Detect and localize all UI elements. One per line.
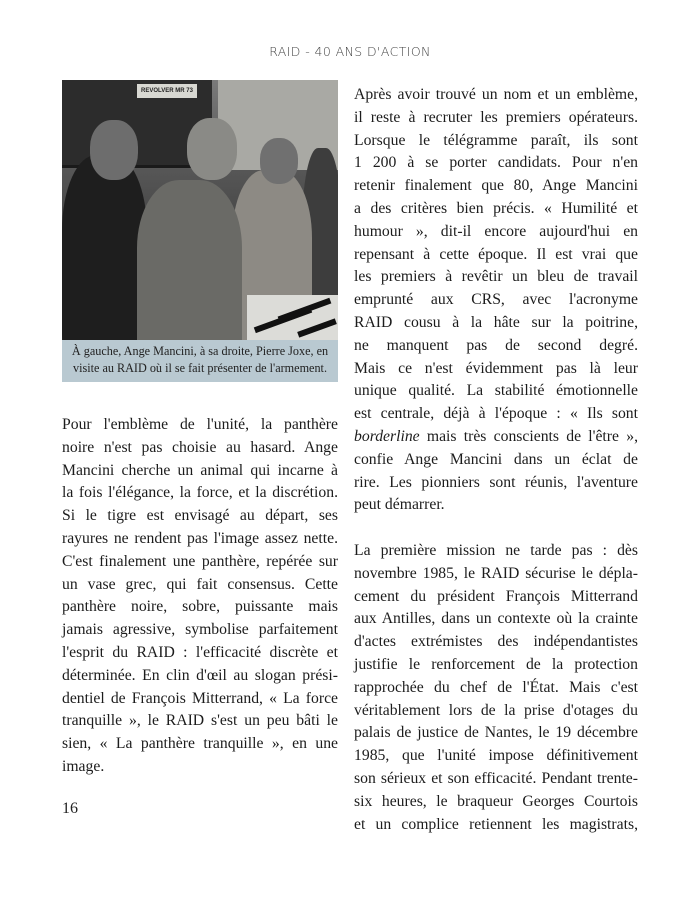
photo-person-head xyxy=(260,138,298,184)
text-line: jamais agressive, symbolise parfaitement xyxy=(62,621,338,639)
text-line: l'esprit du RAID : l'efficacité discrète et xyxy=(62,643,338,661)
photo-person xyxy=(62,155,147,340)
paragraph-first-mission xyxy=(354,540,638,836)
text-line: peut démarrer. xyxy=(354,496,445,514)
photo-person-head xyxy=(187,118,237,180)
text-line: six heures, le braqueur Georges Courtois xyxy=(354,792,638,810)
text-line: rayures ne rendent pas l'image assez nette. xyxy=(62,529,338,547)
photo-weapon xyxy=(278,298,332,322)
figure xyxy=(62,80,338,382)
left-column xyxy=(62,414,338,779)
text-line: novembre 1985, le RAID sécurise le dépla- xyxy=(354,564,638,582)
text-line: aux Antilles, dans un contexte où la crainte xyxy=(354,610,638,628)
text-line: La première mission ne tarde pas : dès xyxy=(354,541,638,559)
text-fragment: mais très conscients de l'être », xyxy=(419,427,638,445)
text-line: RAID cousu à la hâte sur la poitrine, xyxy=(354,313,638,331)
text-line: d'actes extrémistes des indépendantistes xyxy=(354,633,638,651)
text-line: justifie le renforcement de la protection xyxy=(354,655,638,673)
text-line: C'est finalement une panthère, repérée sur xyxy=(62,552,338,570)
photo-weapon xyxy=(297,318,337,337)
text-line: 1985, que l'unité impose définitivement xyxy=(354,747,638,765)
text-line: confie Ange Mancini dans un éclat de xyxy=(354,450,638,468)
photo-caption xyxy=(62,340,338,382)
running-head: RAID - 40 ANS D'ACTION xyxy=(269,44,431,59)
text-line: ne manquent pas de second degré. xyxy=(354,336,638,354)
text-line: déterminée. En clin d'œil au slogan prési- xyxy=(62,666,338,684)
text-line: et un complice retiennent les magistrats, xyxy=(354,815,638,833)
photo-person xyxy=(137,180,242,340)
text-line: tranquille », le RAID s'est un peu bâti le xyxy=(62,712,338,730)
text-line: sien, « La panthère tranquille », en une xyxy=(62,735,338,753)
text-line: noire n'est pas choisie au hasard. Ange xyxy=(62,438,338,456)
right-column xyxy=(354,84,638,836)
text-line: son sérieux et son efficacité. Pendant trente- xyxy=(354,769,638,787)
text-line: dentiel de François Mitterrand, « La force xyxy=(62,689,338,707)
caption-line: visite au RAID où il se fait présenter de l'armement. xyxy=(73,361,327,375)
photo-weapons-table xyxy=(247,295,338,340)
text-line: unique qualité. La stabilité émotionnelle xyxy=(354,382,638,400)
paragraph-recruitment xyxy=(354,84,638,517)
caption-line: À gauche, Ange Mancini, à sa droite, Pierre Joxe, en xyxy=(71,344,329,358)
text-line: Après avoir trouvé un nom et un emblème, xyxy=(354,86,638,103)
text-line-italic xyxy=(354,426,638,449)
text-line: palais de justice de Nantes, le 19 décembre xyxy=(354,724,638,742)
text-line: Lorsque le télégramme paraît, ils sont xyxy=(354,131,638,149)
text-line: Mais ce n'est évidemment pas là leur xyxy=(354,359,638,377)
text-line: panthère noire, sobre, puissante mais xyxy=(62,598,338,616)
text-line: 1 200 à se porter candidats. Pour n'en xyxy=(354,154,638,172)
text-line: a des critères bien précis. « Humilité et xyxy=(354,199,638,217)
paragraph-emblem xyxy=(62,414,338,779)
text-line: rire. Les pionniers sont réunis, l'aventure xyxy=(354,473,638,491)
text-line: cement du président François Mitterrand xyxy=(354,587,638,605)
text-line: humour », dit-il encore aujourd'hui en xyxy=(354,222,638,240)
text-line: emprunté aux CRS, avec l'acronyme xyxy=(354,291,638,309)
photo-person-head xyxy=(90,120,138,180)
text-line: est centrale, déjà à l'époque : « Ils sont xyxy=(354,405,638,423)
text-line: un vase grec, qui fait consensus. Cette xyxy=(62,575,338,593)
photo-sign: REVOLVER MR 73 xyxy=(137,84,197,98)
text-line: Pour l'emblème de l'unité, la panthère xyxy=(62,416,338,433)
text-line: repensant à cette époque. Il est vrai que xyxy=(354,245,638,263)
text-line: véritablement lors de la prise d'otages du xyxy=(354,701,638,719)
text-line: image. xyxy=(62,757,105,775)
photograph xyxy=(62,80,338,340)
text-line: retenir finalement que 80, Ange Mancini xyxy=(354,177,638,195)
page-number: 16 xyxy=(62,800,78,817)
text-line: rapprochée du chef de l'État. Mais c'est xyxy=(354,678,638,696)
text-line: les premiers à revêtir un bleu de travail xyxy=(354,268,638,286)
text-line: il reste à recruter les premiers opérateurs. xyxy=(354,108,638,126)
text-line: Si le tigre est envisagé au départ, ses xyxy=(62,507,338,525)
italic-term: borderline xyxy=(354,427,420,445)
text-line: Mancini cherche un animal qui incarne à xyxy=(62,461,338,479)
text-line: la fois l'élégance, la force, et la discrétion. xyxy=(62,484,338,502)
